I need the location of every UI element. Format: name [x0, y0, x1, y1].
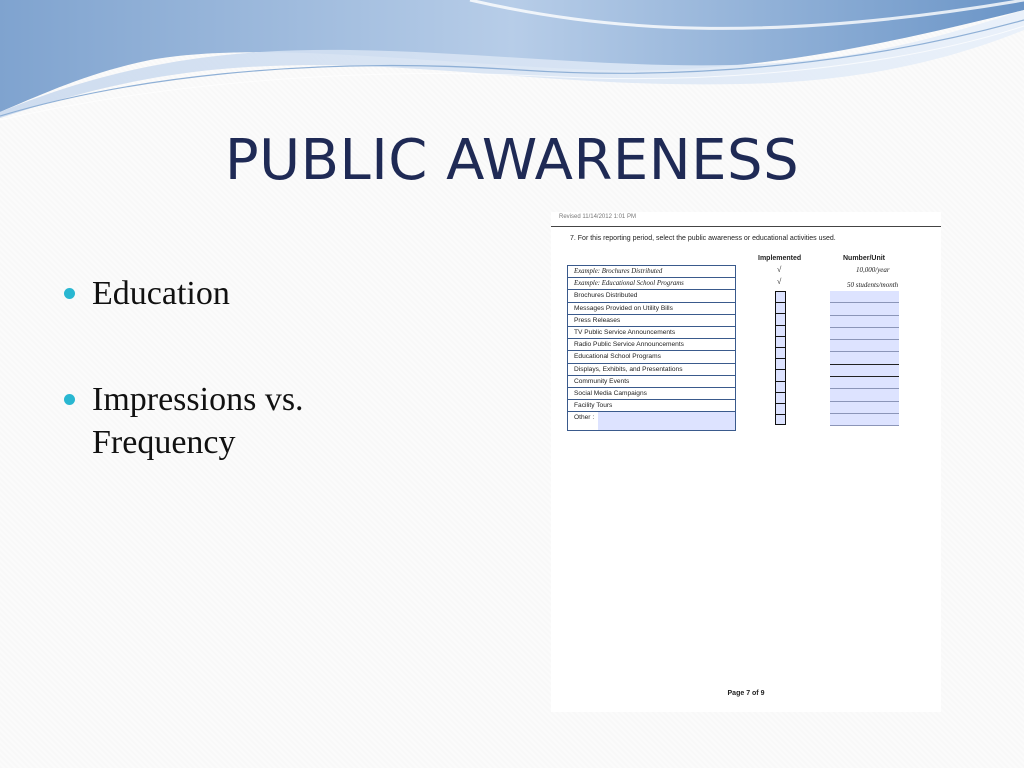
- page-number: Page 7 of 9: [727, 690, 765, 697]
- implemented-checkbox[interactable]: [775, 403, 786, 414]
- number-unit-column-header: Number/Unit: [843, 255, 885, 262]
- slide-title: PUBLIC AWARENESS: [224, 128, 800, 193]
- implemented-checkbox[interactable]: [775, 313, 786, 324]
- example-row: Example: Educational School Programs: [568, 278, 735, 290]
- activity-row: Community Events: [568, 376, 735, 388]
- activity-row: Displays, Exhibits, and Presentations: [568, 364, 735, 376]
- number-unit-field[interactable]: [830, 316, 899, 328]
- implemented-checkbox[interactable]: [775, 358, 786, 369]
- bullet-text: Education: [92, 275, 230, 312]
- implemented-checkbox-column: [775, 291, 786, 425]
- activity-row: Educational School Programs: [568, 351, 735, 363]
- activity-row: TV Public Service Announcements: [568, 327, 735, 339]
- activity-row: Messages Provided on Utility Bills: [568, 303, 735, 315]
- implemented-checkbox[interactable]: [775, 369, 786, 380]
- implemented-checkbox[interactable]: [775, 336, 786, 347]
- question-text: 7. For this reporting period, select the public awareness or educational activities used.: [570, 235, 836, 242]
- number-unit-field[interactable]: [830, 414, 899, 426]
- header-wave-decoration: [0, 0, 1024, 130]
- activity-list: [567, 265, 736, 431]
- activity-row: Brochures Distributed: [568, 290, 735, 302]
- example-value: 10,000/year: [856, 266, 890, 274]
- number-unit-field[interactable]: [830, 303, 899, 315]
- implemented-checkbox[interactable]: [775, 291, 786, 302]
- bullet-text: Impressions vs. Frequency: [92, 381, 304, 461]
- other-label: Other :: [574, 414, 595, 422]
- example-value: 50 students/month: [847, 281, 899, 289]
- number-unit-field[interactable]: [830, 352, 899, 364]
- number-unit-field[interactable]: [830, 377, 899, 389]
- bullet-dot-icon: [64, 394, 75, 405]
- activity-row: Facility Tours: [568, 400, 735, 412]
- activity-row: Radio Public Service Announcements: [568, 339, 735, 351]
- implemented-checkbox[interactable]: [775, 392, 786, 403]
- example-checkmark: √: [777, 265, 782, 274]
- number-unit-field[interactable]: [830, 340, 899, 352]
- bullet-list: [62, 272, 382, 527]
- bullet-dot-icon: [64, 288, 75, 299]
- bullet-item: [62, 378, 382, 464]
- number-unit-field[interactable]: [830, 291, 899, 303]
- other-row: [568, 412, 735, 430]
- revised-stamp: Revised 11/14/2012 1:01 PM: [559, 214, 636, 220]
- implemented-checkbox[interactable]: [775, 414, 786, 425]
- number-unit-field[interactable]: [830, 365, 899, 377]
- header-rule: [551, 226, 941, 227]
- example-row: Example: Brochures Distributed: [568, 266, 735, 278]
- bullet-item: [62, 272, 382, 315]
- embedded-form-document: [551, 212, 941, 712]
- number-unit-field[interactable]: [830, 328, 899, 340]
- implemented-checkbox[interactable]: [775, 381, 786, 392]
- implemented-checkbox[interactable]: [775, 347, 786, 358]
- implemented-checkbox[interactable]: [775, 302, 786, 313]
- number-unit-field-column: [830, 291, 899, 426]
- activity-row: Social Media Campaigns: [568, 388, 735, 400]
- example-checkmark: √: [777, 277, 782, 286]
- other-input-field[interactable]: [598, 412, 735, 430]
- number-unit-field[interactable]: [830, 402, 899, 414]
- implemented-column-header: Implemented: [758, 255, 802, 262]
- number-unit-field[interactable]: [830, 389, 899, 401]
- implemented-checkbox[interactable]: [775, 325, 786, 336]
- activity-row: Press Releases: [568, 315, 735, 327]
